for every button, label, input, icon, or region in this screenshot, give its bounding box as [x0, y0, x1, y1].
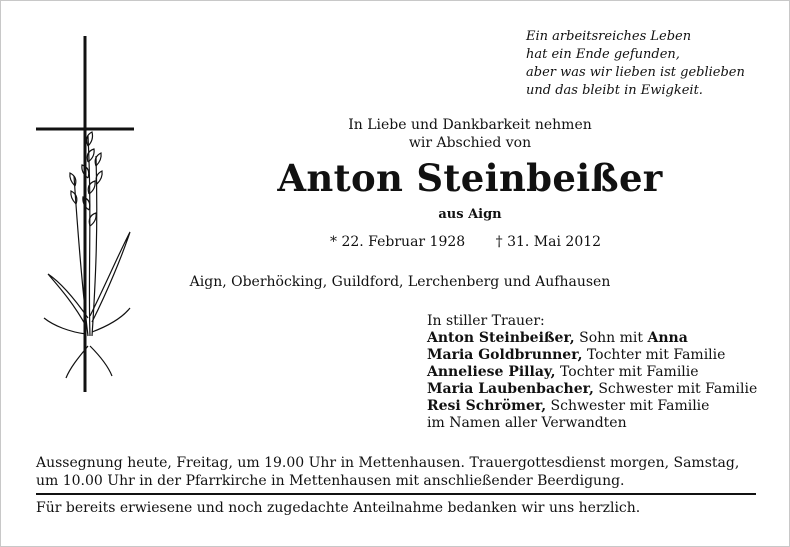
birth-date: * 22. Februar 1928 [330, 234, 466, 250]
divider [36, 493, 756, 495]
deceased-name: Anton Steinbeißer [277, 156, 663, 200]
mourner-row [427, 330, 757, 347]
thanks-note: Für bereits erwiesene und noch zugedachte Anteilnahme bedanken wir uns herzlich. [36, 500, 641, 516]
mourner-relation: Schwester mit Familie [593, 381, 758, 397]
mourner-name: Anton Steinbeißer, [427, 330, 575, 346]
mourner-name: Resi Schrömer, [427, 398, 547, 414]
mourners-block [427, 313, 757, 432]
mourner-row [427, 347, 757, 364]
poem-line: aber was wir lieben ist geblieben [526, 65, 745, 80]
poem-line: hat ein Ende gefunden, [526, 47, 680, 62]
life-dates [330, 232, 601, 252]
mourner-name: Maria Goldbrunner, [427, 347, 583, 363]
mourner-relation: Tochter mit Familie [582, 347, 726, 363]
intro-text [250, 116, 690, 152]
mourner-relation: Schwester mit Familie [546, 398, 710, 414]
service-info: Aussegnung heute, Freitag, um 19.00 Uhr in Mettenhausen. Trauergottesdienst morgen, Samstag, um 10.00 Uhr in der Pfarrkirche in Mettenhausen mit anschließender Beerdigung. [36, 455, 740, 489]
mourner-name: Anneliese Pillay, [427, 364, 556, 380]
poem-line: und das bleibt in Ewigkeit. [526, 83, 703, 98]
memorial-poem [526, 28, 745, 100]
mourner-relation: Sohn mit [574, 330, 648, 346]
places-list: Aign, Oberhöcking, Guildford, Lerchenberg und Aufhausen [189, 274, 611, 290]
mourner-row [427, 398, 757, 415]
poem-line: Ein arbeitsreiches Leben [526, 29, 692, 44]
intro-line: wir Abschied von [408, 135, 532, 151]
mourner-relation: Tochter mit Familie [555, 364, 699, 380]
mourner-row [427, 364, 757, 381]
mourner-partner: Anna [647, 330, 688, 346]
mourner-name: Maria Laubenbacher, [427, 381, 594, 397]
death-date: † 31. Mai 2012 [495, 234, 602, 250]
deceased-origin: aus Aign [438, 207, 502, 222]
mourners-footer: im Namen aller Verwandten [427, 415, 627, 431]
mourner-row [427, 381, 757, 398]
cross-with-wheat-icon [30, 36, 140, 392]
mourners-heading: In stiller Trauer: [427, 313, 545, 329]
intro-line: In Liebe und Dankbarkeit nehmen [348, 117, 592, 133]
